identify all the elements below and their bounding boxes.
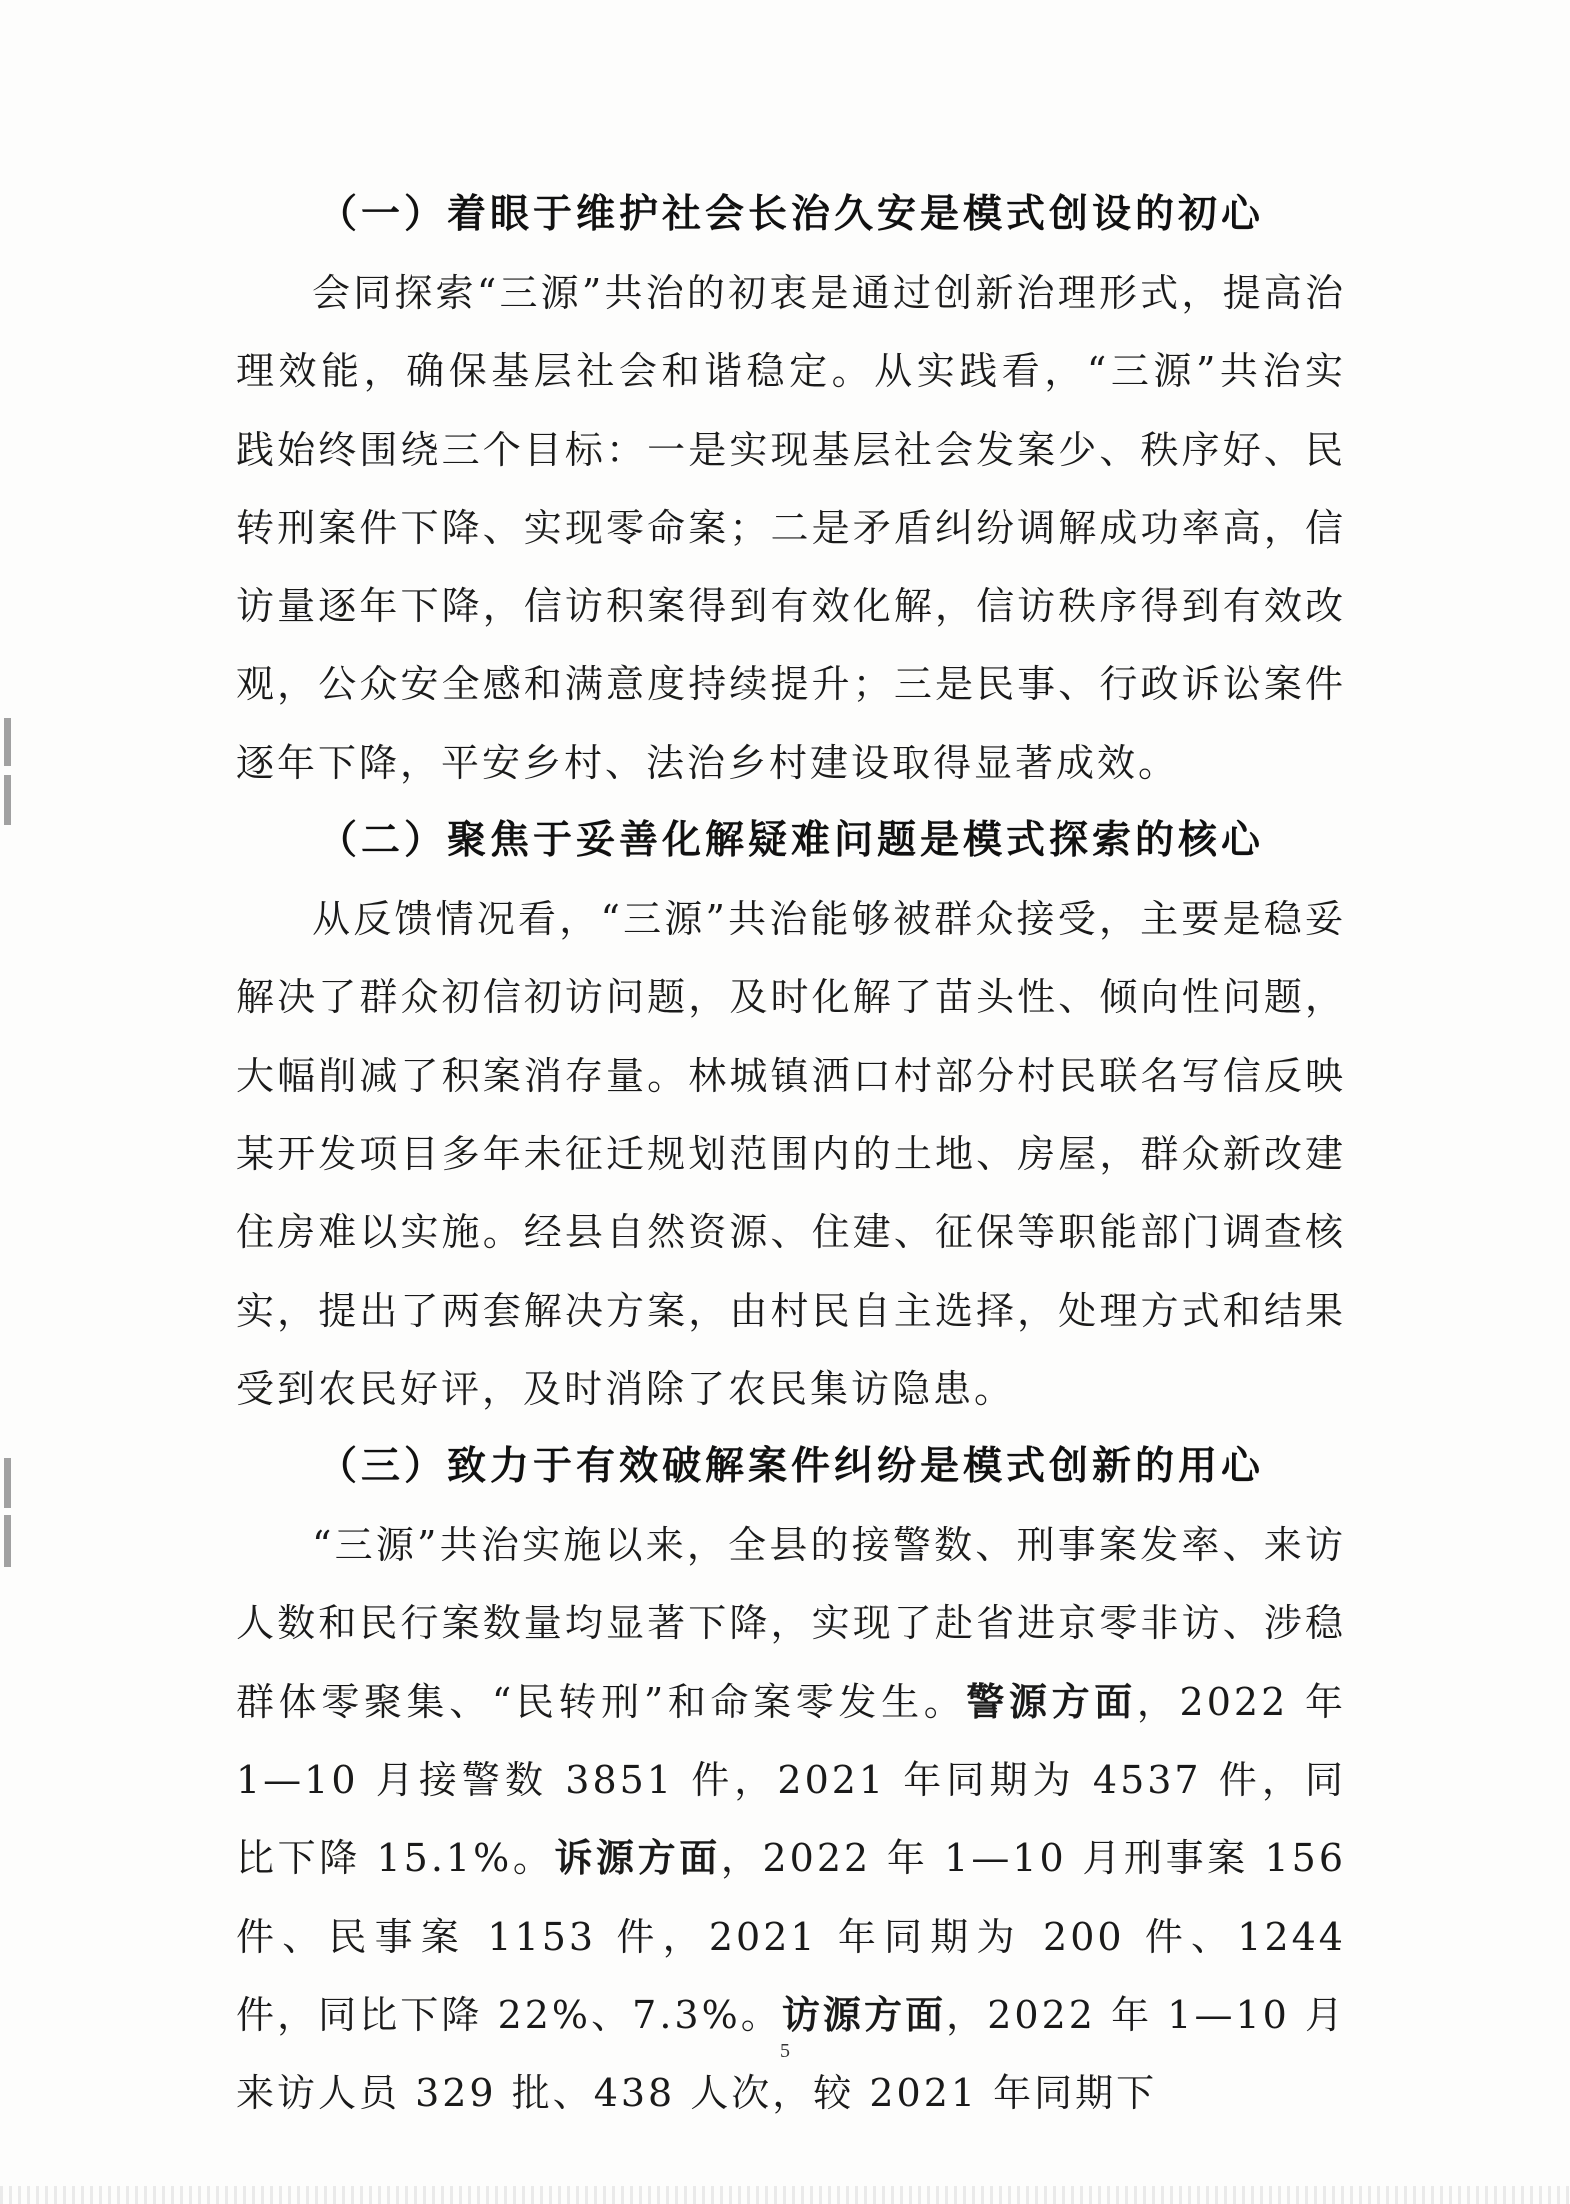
litigation-source-label: 诉源方面 bbox=[554, 1836, 721, 1881]
litigation-source-text: ，2022 年 1—10 月刑事案 156 件、民事案 1153 件，2021 年同期为 200 件、1244 件，同比下降 22%、7.3%。 bbox=[236, 1836, 1346, 2037]
petition-source-text: ，2022 年 1—10 月来访人员 329 批、438 人次，较 2021 年同期下 bbox=[236, 1992, 1346, 2116]
section-3-heading: （三）致力于有效破解案件纠纷是模式创新的用心 bbox=[317, 1444, 1264, 1490]
scan-margin-mark bbox=[4, 718, 11, 766]
section-3-intro: “三源”共治实施以来，全县的接警数、刑事案发率、来访人数和民行案数量均显著下降，实现了赴省进京零非访、涉稳群体零聚集、“民转刑”和命案零发生。 bbox=[236, 1523, 1346, 1724]
petition-source-label: 访源方面 bbox=[781, 1992, 947, 2037]
document-body bbox=[236, 176, 1346, 2133]
section-3-paragraph bbox=[236, 1506, 1346, 2132]
section-2-paragraph: 从反馈情况看，“三源”共治能够被群众接受，主要是稳妥解决了群众初信初访问题，及时化解了苗头性、倾向性问题，大幅削减了积案消存量。林城镇洒口村部分村民联名写信反映某开发项目多年未征迁规划范围内的土地、房屋，群众新改建住房难以实施。经县自然资源、住建、征保等职能部门调查核实，提出了两套解决方案，由村民自主选择，处理方式和结果受到农民好评，及时消除了农民集访隐患。 bbox=[236, 897, 1346, 1411]
scan-margin-mark bbox=[4, 1515, 11, 1567]
section-1-paragraph: 会同探索“三源”共治的初衷是通过创新治理形式，提高治理效能，确保基层社会和谐稳定。从实践看，“三源”共治实践始终围绕三个目标：一是实现基层社会发案少、秩序好、民转刑案件下降、实现零命案；二是矛盾纠纷调解成功率高，信访量逐年下降，信访积案得到有效化解，信访秩序得到有效改观，公众安全感和满意度持续提升；三是民事、行政诉讼案件逐年下降，平安乡村、法治乡村建设取得显著成效。 bbox=[236, 271, 1346, 785]
scan-bottom-artifact bbox=[0, 2186, 1570, 2204]
page-number: 5 bbox=[780, 2040, 790, 2062]
section-2-heading: （二）聚焦于妥善化解疑难问题是模式探索的核心 bbox=[317, 818, 1264, 864]
section-1-heading: （一）着眼于维护社会长治久安是模式创设的初心 bbox=[317, 192, 1264, 237]
scan-margin-mark bbox=[4, 775, 11, 825]
police-source-text: ，2022 年 1—10 月接警数 3851 件，2021 年同期为 4537 件，同比下降 15.1%。 bbox=[236, 1679, 1346, 1881]
scan-margin-mark bbox=[4, 1458, 11, 1508]
police-source-label: 警源方面 bbox=[966, 1679, 1137, 1724]
